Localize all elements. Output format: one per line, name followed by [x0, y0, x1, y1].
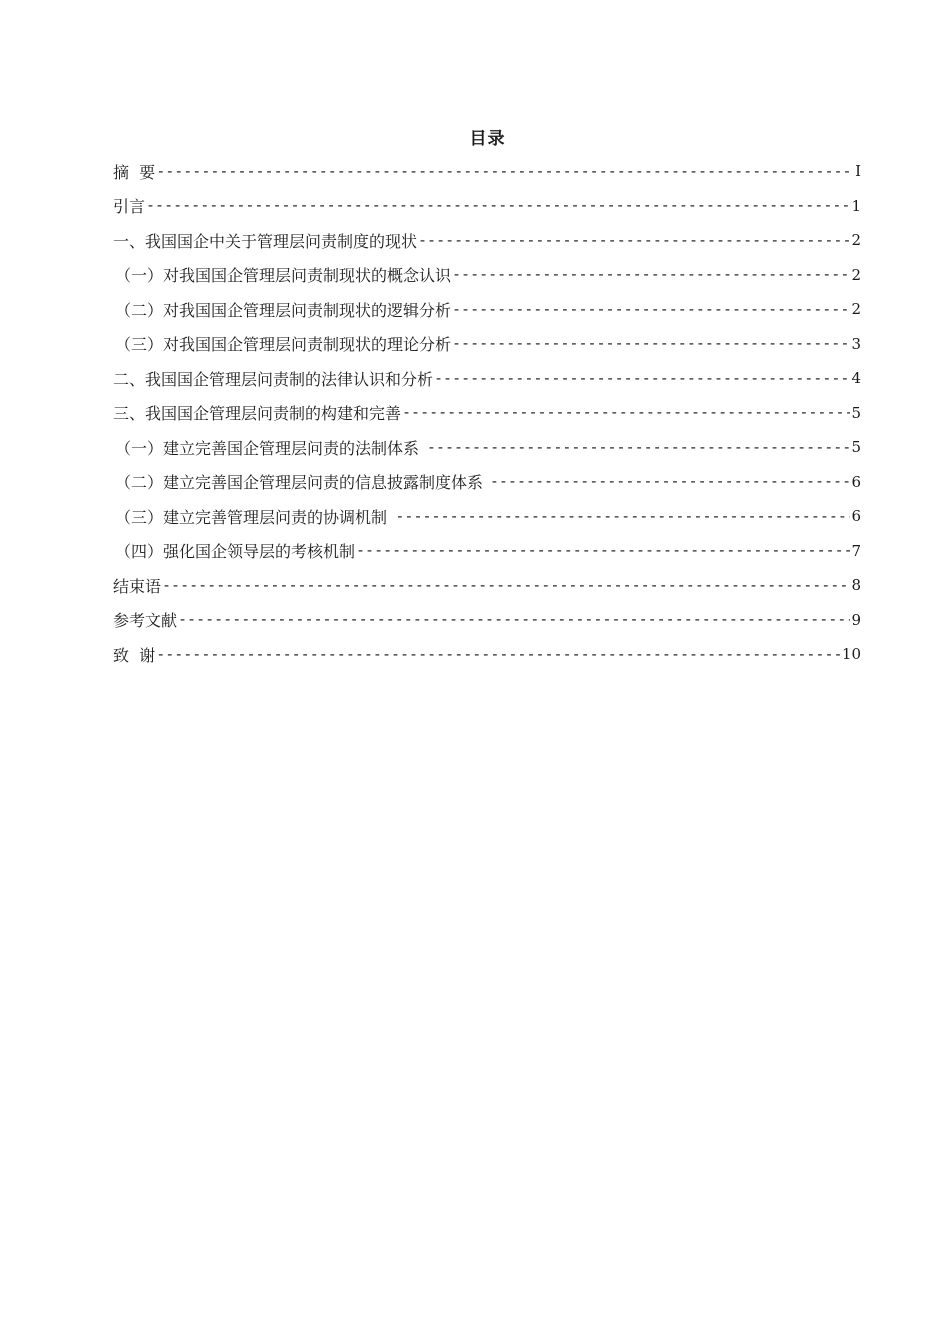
- toc-entry-text: 引言: [113, 197, 146, 217]
- toc-entry[interactable]: [113, 396, 861, 431]
- toc-entry-page: 7: [851, 541, 861, 560]
- toc-leader: [162, 578, 850, 593]
- toc-entry[interactable]: [113, 568, 861, 603]
- toc-entry[interactable]: [113, 327, 861, 362]
- toc-entry-page: 6: [851, 507, 861, 526]
- toc-leader: [434, 371, 850, 386]
- toc-entry-text: 一、我国国企中关于管理层问责制度的现状: [113, 231, 418, 251]
- toc-entry[interactable]: [113, 465, 861, 500]
- toc-entry-text: 致 谢: [113, 645, 156, 665]
- toc-entry-text: 三、我国国企管理层问责制的构建和完善: [113, 404, 402, 424]
- toc-entry-page: 2: [851, 300, 861, 319]
- toc-entry-text: （一）对我国国企管理层问责制现状的概念认识: [115, 266, 452, 286]
- toc-leader: [418, 233, 850, 248]
- toc-entry[interactable]: [113, 189, 861, 224]
- toc-entry[interactable]: [113, 258, 861, 293]
- toc-entry-text: （一）建立完善国企管理层问责的法制体系: [115, 438, 420, 458]
- toc-entry-text: 结束语: [113, 576, 162, 596]
- toc-leader: [156, 164, 854, 179]
- toc-entry-page: 9: [851, 610, 861, 629]
- toc-entry-page: 10: [841, 645, 861, 664]
- toc-title: 目录: [469, 129, 506, 149]
- toc-leader: [156, 647, 841, 662]
- toc-leader: [490, 474, 851, 489]
- toc-entry-text: （四）强化国企领导层的考核机制: [115, 542, 356, 562]
- toc-leader: [395, 509, 850, 524]
- toc-leader: [452, 302, 850, 317]
- toc-list: [113, 154, 861, 672]
- toc-entry-page: 8: [851, 576, 861, 595]
- toc-entry[interactable]: [113, 430, 861, 465]
- toc-entry-page: 5: [851, 438, 861, 457]
- toc-entry-text: （二）对我国国企管理层问责制现状的逻辑分析: [115, 300, 452, 320]
- toc-entry-page: 1: [851, 196, 861, 215]
- toc-entry[interactable]: [113, 637, 861, 672]
- toc-entry-text: （三）建立完善管理层问责的协调机制: [115, 507, 388, 527]
- toc-entry-text: 参考文献: [113, 611, 178, 631]
- toc-leader: [178, 612, 850, 627]
- toc-leader: [452, 267, 850, 282]
- toc-entry[interactable]: [113, 499, 861, 534]
- toc-entry[interactable]: [113, 534, 861, 569]
- toc-entry-text: （二）建立完善国企管理层问责的信息披露制度体系: [115, 473, 484, 493]
- toc-leader: [356, 543, 850, 558]
- toc-leader: [427, 440, 851, 455]
- toc-entry[interactable]: [113, 292, 861, 327]
- toc-entry-page: 3: [851, 334, 861, 353]
- toc-entry-page: 2: [851, 265, 861, 284]
- toc-entry[interactable]: [113, 603, 861, 638]
- toc-leader: [402, 405, 850, 420]
- toc-entry-page: 5: [851, 403, 861, 422]
- toc-leader: [452, 336, 850, 351]
- toc-entry-text: 二、我国国企管理层问责制的法律认识和分析: [113, 369, 434, 389]
- toc-entry-text: 摘 要: [113, 162, 156, 182]
- toc-entry[interactable]: [113, 223, 861, 258]
- toc-entry-page: I: [855, 162, 861, 181]
- toc-entry[interactable]: [113, 361, 861, 396]
- toc-entry-page: 4: [851, 369, 861, 388]
- toc-entry[interactable]: [113, 154, 861, 189]
- toc-entry-page: 2: [851, 231, 861, 250]
- toc-entry-text: （三）对我国国企管理层问责制现状的理论分析: [115, 335, 452, 355]
- toc-leader: [146, 198, 850, 213]
- toc-entry-page: 6: [851, 472, 861, 491]
